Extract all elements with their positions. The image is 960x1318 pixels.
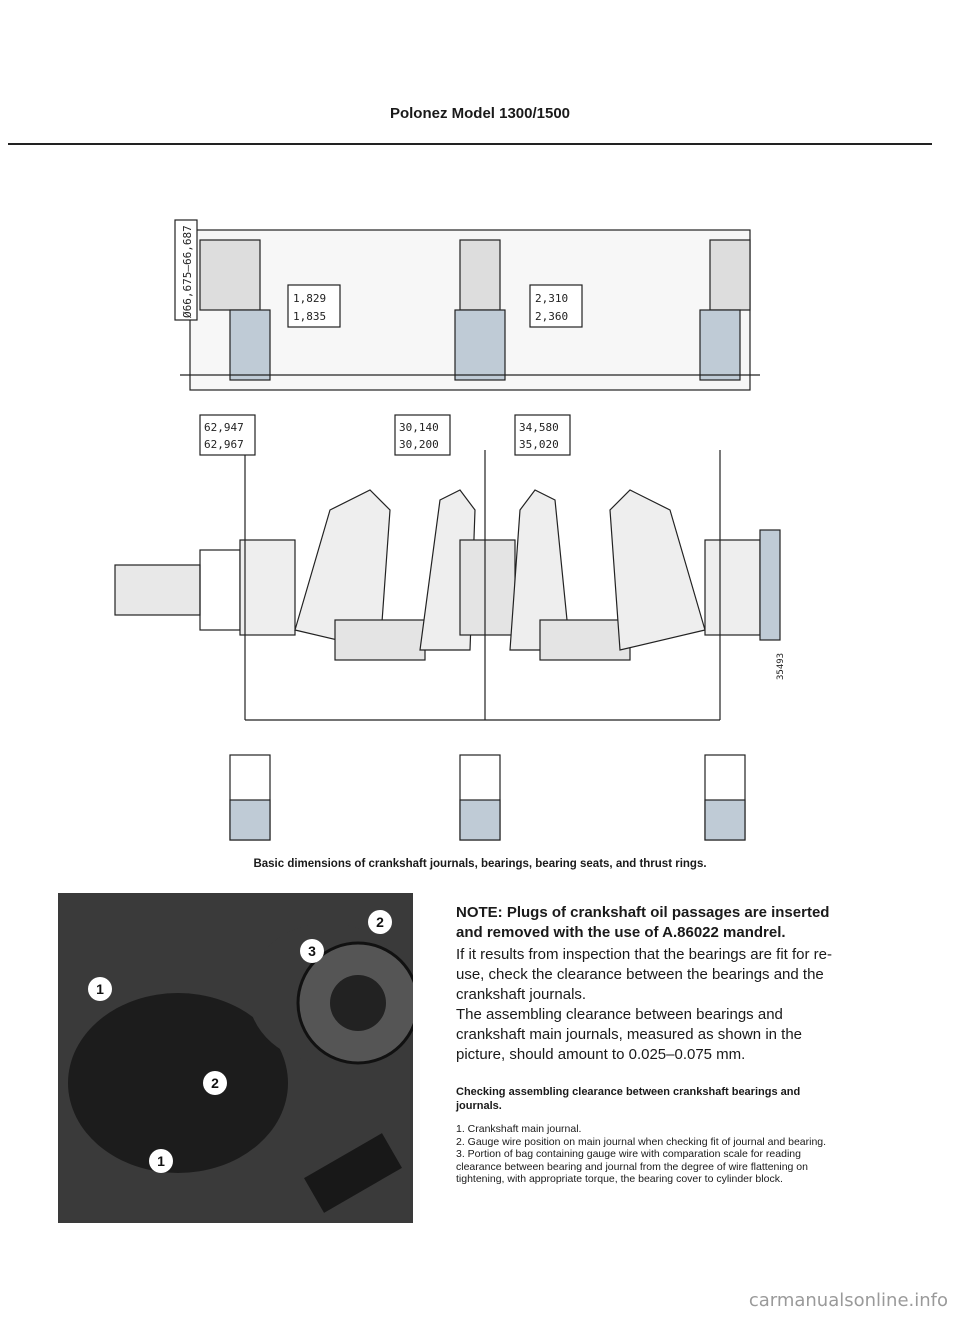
footer-watermark: carmanualsonline.info bbox=[748, 1290, 948, 1311]
text-column bbox=[456, 903, 846, 1186]
dim-thrust-b2: 2,360 bbox=[535, 310, 569, 323]
callout-badge bbox=[149, 1149, 173, 1173]
dim-thrust-b1: 2,310 bbox=[535, 292, 569, 305]
callout-label: 1 bbox=[96, 981, 104, 997]
figure-code: 35493 bbox=[776, 652, 786, 680]
callout-label: 2 bbox=[376, 914, 384, 930]
dim-journal-a1: 62,947 bbox=[204, 421, 244, 434]
legend-item: 3. Portion of bag containing gauge wire with comparation scale for reading clearance between bearing and journal from the degree of wire flattening on tightening, with appropriate torque, the bearing cover to cylinder block. bbox=[456, 1148, 808, 1185]
crankshaft-photo bbox=[58, 893, 413, 1223]
dim-width-b1: 34,580 bbox=[519, 421, 559, 434]
dim-journal-a2: 62,967 bbox=[204, 438, 244, 451]
callout-label: 3 bbox=[308, 943, 316, 959]
legend-item: 1. Crankshaft main journal. bbox=[456, 1123, 582, 1135]
photo-subcaption: Checking assembling clearance between crankshaft bearings and journals. bbox=[456, 1086, 801, 1112]
figure-caption: Basic dimensions of crankshaft journals, bearings, bearing seats, and thrust rings. bbox=[253, 858, 707, 870]
callout-badge bbox=[203, 1071, 227, 1095]
note-paragraph bbox=[456, 903, 846, 943]
note-text: NOTE: Plugs of crankshaft oil passages are inserted and removed with the use of A.86022 mandrel. bbox=[456, 904, 830, 941]
callout-label: 2 bbox=[211, 1075, 219, 1091]
callout-badge bbox=[368, 910, 392, 934]
dim-bore: Ø66,675–66,687 bbox=[181, 225, 194, 318]
inspection-paragraph: If it results from inspection that the bearings are fit for re-use, check the clearance between the bearings and the crankshaft journals. bbox=[456, 946, 832, 1003]
dim-thrust-a1: 1,829 bbox=[293, 292, 327, 305]
clearance-paragraph: The assembling clearance between bearings and crankshaft main journals, measured as shown in the picture, should amount to 0.025–0.075 mm. bbox=[456, 1006, 803, 1063]
dim-thrust-a2: 1,835 bbox=[293, 310, 327, 323]
legend-item: 2. Gauge wire position on main journal when checking fit of journal and bearing. bbox=[456, 1135, 827, 1148]
callout-label: 1 bbox=[157, 1153, 165, 1169]
dim-width-a1: 30,140 bbox=[399, 421, 439, 434]
dim-width-b2: 35,020 bbox=[519, 438, 559, 451]
photo-legend bbox=[456, 1123, 846, 1186]
page-header-title: Polonez Model 1300/1500 bbox=[389, 105, 571, 122]
dim-width-a2: 30,200 bbox=[399, 438, 439, 451]
header-rule bbox=[8, 143, 932, 145]
callout-badge bbox=[300, 939, 324, 963]
crankshaft-dimension-drawing bbox=[100, 210, 800, 850]
callout-badge bbox=[88, 977, 112, 1001]
